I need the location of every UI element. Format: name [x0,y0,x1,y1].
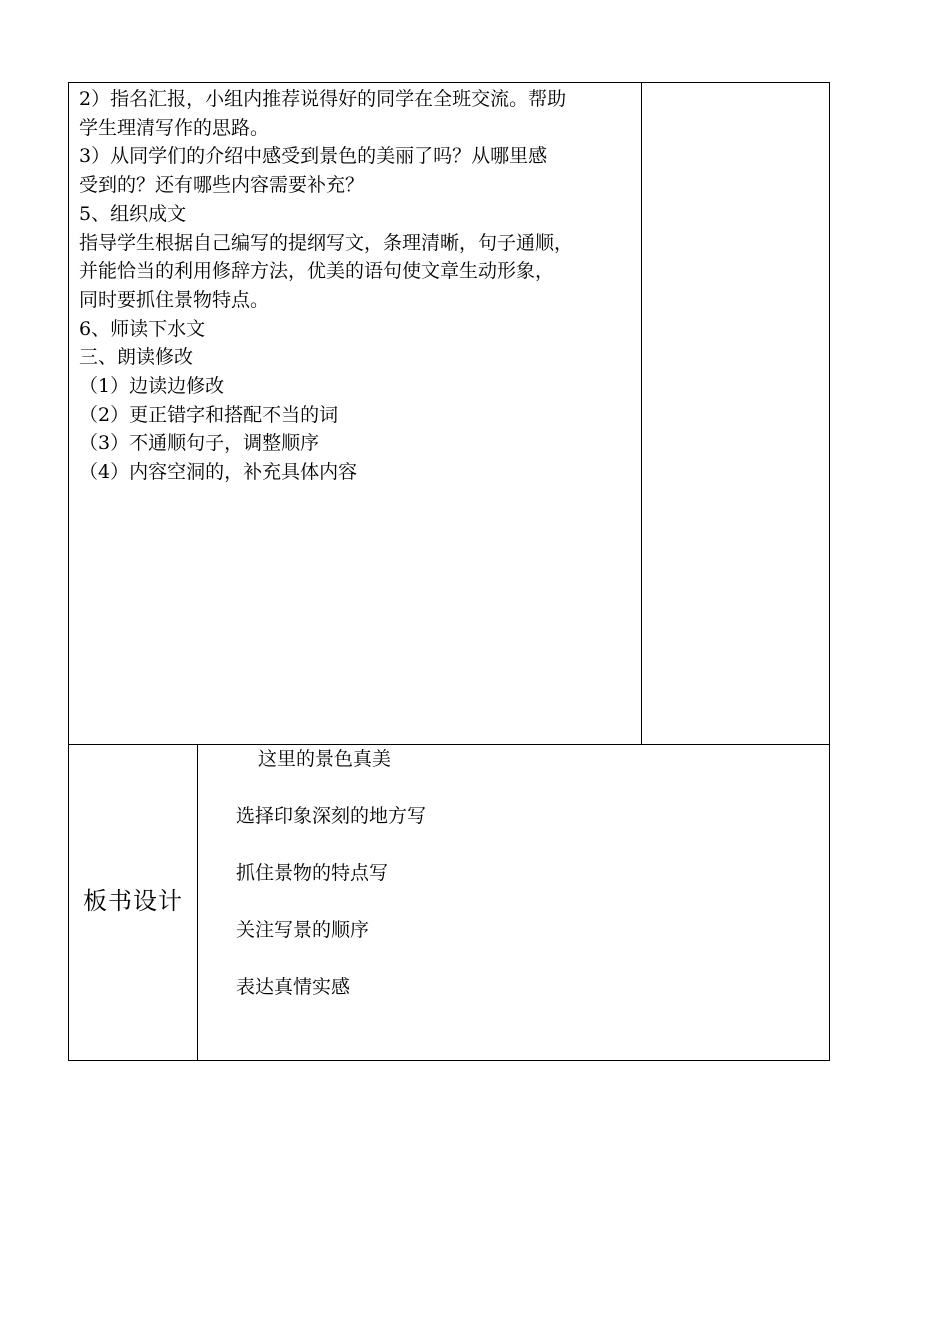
board-item: 抓住景物的特点写 [236,862,389,884]
revision-step: （4）内容空洞的，补充具体内容 [79,461,358,484]
revision-step: （3）不通顺句子，调整顺序 [79,432,320,455]
lesson-step-line: 并能恰当的利用修辞方法，优美的语句使文章生动形象， [79,260,555,283]
board-item: 关注写景的顺序 [236,919,370,941]
board-item: 表达真情实感 [236,976,351,998]
revision-step: （2）更正错字和搭配不当的词 [79,403,339,426]
board-title: 这里的景色真美 [258,748,392,770]
lesson-step-line: 3）从同学们的介绍中感受到景色的美丽了吗？从哪里感 [79,145,548,168]
revision-step: （1）边读边修改 [79,375,225,398]
board-design-label: 板书设计 [83,887,183,915]
lesson-plan-table [68,82,830,1061]
lesson-step-line: 学生理清写作的思路。 [79,116,270,139]
board-item: 选择印象深刻的地方写 [236,805,427,827]
lesson-section-heading: 三、朗读修改 [79,346,194,369]
notes-cell [642,83,829,744]
board-design-content-cell [198,745,829,1060]
board-design-label-cell [69,745,198,1060]
lesson-step-line: 受到的？还有哪些内容需要补充？ [79,174,365,197]
lesson-step-line: 同时要抓住景物特点。 [79,288,270,311]
lesson-step-line: 指导学生根据自己编写的提纲写文，条理清晰，句子通顺， [79,231,574,254]
teaching-process-cell [69,83,642,744]
lesson-step-line: 2）指名汇报，小组内推荐说得好的同学在全班交流。帮助 [79,88,567,110]
lesson-step-heading: 6、师读下水文 [79,317,206,340]
lesson-step-heading: 5、组织成文 [79,202,187,225]
